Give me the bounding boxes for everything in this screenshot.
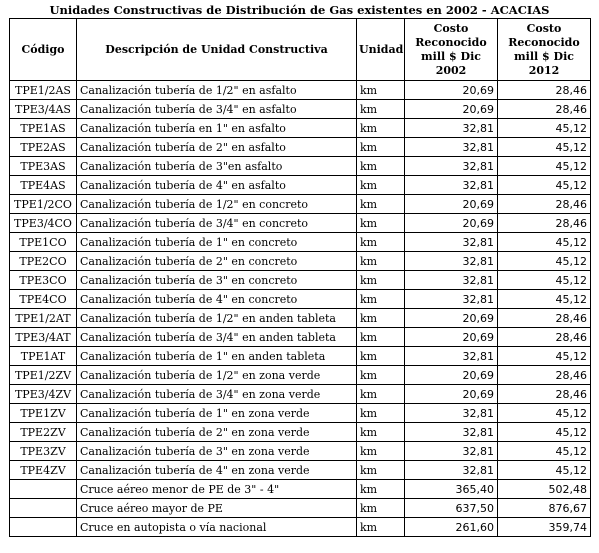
cell-code: TPE2ZV [10,423,77,442]
cell-cost-2002: 261,60 [405,518,498,537]
cell-cost-2002: 32,81 [405,347,498,366]
cell-cost-2002: 32,81 [405,442,498,461]
table-row [10,271,591,290]
cell-code [10,518,77,537]
cell-description: Canalización tubería de 4" en concreto [77,290,357,309]
cell-cost-2012: 45,12 [498,138,591,157]
cell-cost-2012: 28,46 [498,100,591,119]
table-row [10,119,591,138]
table-row [10,81,591,100]
cell-description: Canalización tubería de 3/4" en zona verde [77,385,357,404]
cell-cost-2012: 28,46 [498,309,591,328]
cell-cost-2012: 359,74 [498,518,591,537]
cell-code: TPE4ZV [10,461,77,480]
cell-unit: km [357,81,405,100]
cell-description: Canalización tubería de 2" en asfalto [77,138,357,157]
cell-description: Cruce aéreo menor de PE de 3" - 4" [77,480,357,499]
cell-code: TPE3/4ZV [10,385,77,404]
table-row [10,480,591,499]
cell-unit: km [357,480,405,499]
table-row [10,176,591,195]
header-unit: Unidad [357,19,405,81]
table-row [10,233,591,252]
table-row [10,157,591,176]
cell-unit: km [357,176,405,195]
table-row [10,385,591,404]
cell-code: TPE3/4CO [10,214,77,233]
cell-unit: km [357,138,405,157]
cell-cost-2002: 32,81 [405,119,498,138]
table-row [10,366,591,385]
cell-description: Canalización tubería de 3" en concreto [77,271,357,290]
unit-cost-table [9,18,591,537]
cell-unit: km [357,518,405,537]
table-row [10,423,591,442]
cell-description: Canalización tubería de 1/2" en anden tableta [77,309,357,328]
cell-cost-2002: 20,69 [405,195,498,214]
cell-unit: km [357,119,405,138]
table-row [10,214,591,233]
cell-unit: km [357,290,405,309]
cell-cost-2012: 45,12 [498,252,591,271]
cell-unit: km [357,347,405,366]
cell-cost-2002: 365,40 [405,480,498,499]
cell-cost-2012: 45,12 [498,404,591,423]
cell-description: Canalización tubería de 2" en concreto [77,252,357,271]
table-row [10,404,591,423]
cell-description: Canalización tubería de 1/2" en asfalto [77,81,357,100]
cell-description: Cruce aéreo mayor de PE [77,499,357,518]
table-row [10,461,591,480]
cell-code: TPE1/2AT [10,309,77,328]
cell-description: Canalización tubería de 3/4" en concreto [77,214,357,233]
cell-cost-2002: 20,69 [405,385,498,404]
cell-description: Canalización tubería en 1" en asfalto [77,119,357,138]
cell-unit: km [357,328,405,347]
cell-cost-2012: 45,12 [498,423,591,442]
header-row [10,19,591,81]
cell-code: TPE1/2AS [10,81,77,100]
table-row [10,195,591,214]
table-row [10,347,591,366]
table-title: Unidades Constructivas de Distribución de Gas existentes en 2002 - ACACIAS [49,3,550,17]
cell-cost-2012: 45,12 [498,271,591,290]
cell-cost-2002: 32,81 [405,138,498,157]
cell-description: Canalización tubería de 4" en zona verde [77,461,357,480]
cell-unit: km [357,499,405,518]
cell-code: TPE2AS [10,138,77,157]
cell-cost-2012: 28,46 [498,366,591,385]
cell-unit: km [357,461,405,480]
cell-cost-2012: 876,67 [498,499,591,518]
table-row [10,100,591,119]
cell-cost-2002: 32,81 [405,233,498,252]
cell-cost-2012: 45,12 [498,233,591,252]
cell-code: TPE1ZV [10,404,77,423]
table-row [10,499,591,518]
cell-code: TPE3ZV [10,442,77,461]
cell-unit: km [357,366,405,385]
cell-description: Cruce en autopista o vía nacional [77,518,357,537]
cell-description: Canalización tubería de 1" en anden tableta [77,347,357,366]
cell-cost-2012: 45,12 [498,347,591,366]
cell-code: TPE2CO [10,252,77,271]
cell-cost-2012: 28,46 [498,214,591,233]
cell-cost-2012: 45,12 [498,176,591,195]
cell-cost-2002: 20,69 [405,81,498,100]
cell-cost-2002: 20,69 [405,328,498,347]
header-description: Descripción de Unidad Constructiva [77,19,357,81]
cell-unit: km [357,100,405,119]
cell-code: TPE1CO [10,233,77,252]
cell-code: TPE1AT [10,347,77,366]
cell-unit: km [357,214,405,233]
cell-cost-2002: 32,81 [405,176,498,195]
header-code: Código [10,19,77,81]
cell-unit: km [357,385,405,404]
cell-description: Canalización tubería de 3" en zona verde [77,442,357,461]
cell-cost-2012: 45,12 [498,461,591,480]
cell-cost-2002: 637,50 [405,499,498,518]
cell-description: Canalización tubería de 1/2" en zona verde [77,366,357,385]
cell-description: Canalización tubería de 1" en concreto [77,233,357,252]
cell-unit: km [357,195,405,214]
cell-code: TPE1/2ZV [10,366,77,385]
table-row [10,290,591,309]
cell-description: Canalización tubería de 1" en zona verde [77,404,357,423]
cell-code: TPE3CO [10,271,77,290]
cell-code [10,499,77,518]
cell-cost-2002: 32,81 [405,290,498,309]
cell-cost-2002: 32,81 [405,271,498,290]
cell-cost-2002: 20,69 [405,309,498,328]
cell-cost-2012: 502,48 [498,480,591,499]
cell-code: TPE3AS [10,157,77,176]
table-row [10,518,591,537]
table-row [10,309,591,328]
header-cost-2012: Costo Reconocido mill $ Dic 2012 [498,19,591,81]
cell-code: TPE4CO [10,290,77,309]
cell-code: TPE1AS [10,119,77,138]
cell-description: Canalización tubería de 4" en asfalto [77,176,357,195]
cell-cost-2002: 32,81 [405,423,498,442]
cell-cost-2002: 32,81 [405,252,498,271]
cell-description: Canalización tubería de 3/4" en anden tableta [77,328,357,347]
cell-unit: km [357,157,405,176]
cell-code: TPE3/4AT [10,328,77,347]
cell-cost-2002: 20,69 [405,100,498,119]
table-row [10,442,591,461]
table-row [10,252,591,271]
cell-unit: km [357,442,405,461]
cell-description: Canalización tubería de 1/2" en concreto [77,195,357,214]
cell-code: TPE3/4AS [10,100,77,119]
cell-unit: km [357,423,405,442]
cell-unit: km [357,233,405,252]
cell-cost-2002: 20,69 [405,214,498,233]
cell-code: TPE1/2CO [10,195,77,214]
header-cost-2002: Costo Reconocido mill $ Dic 2002 [405,19,498,81]
cell-description: Canalización tubería de 3/4" en asfalto [77,100,357,119]
cell-unit: km [357,252,405,271]
cell-cost-2012: 45,12 [498,119,591,138]
cell-cost-2012: 45,12 [498,157,591,176]
cell-cost-2002: 32,81 [405,461,498,480]
cell-cost-2002: 32,81 [405,404,498,423]
table-row [10,138,591,157]
cell-cost-2012: 45,12 [498,290,591,309]
cell-cost-2012: 28,46 [498,81,591,100]
table-row [10,328,591,347]
cell-cost-2012: 28,46 [498,328,591,347]
cell-description: Canalización tubería de 2" en zona verde [77,423,357,442]
cell-code: TPE4AS [10,176,77,195]
cell-unit: km [357,271,405,290]
cell-description: Canalización tubería de 3"en asfalto [77,157,357,176]
cell-cost-2002: 32,81 [405,157,498,176]
cell-cost-2002: 20,69 [405,366,498,385]
cell-cost-2012: 28,46 [498,385,591,404]
cell-unit: km [357,309,405,328]
cell-unit: km [357,404,405,423]
cell-code [10,480,77,499]
cell-cost-2012: 45,12 [498,442,591,461]
cell-cost-2012: 28,46 [498,195,591,214]
table-body [10,81,591,537]
